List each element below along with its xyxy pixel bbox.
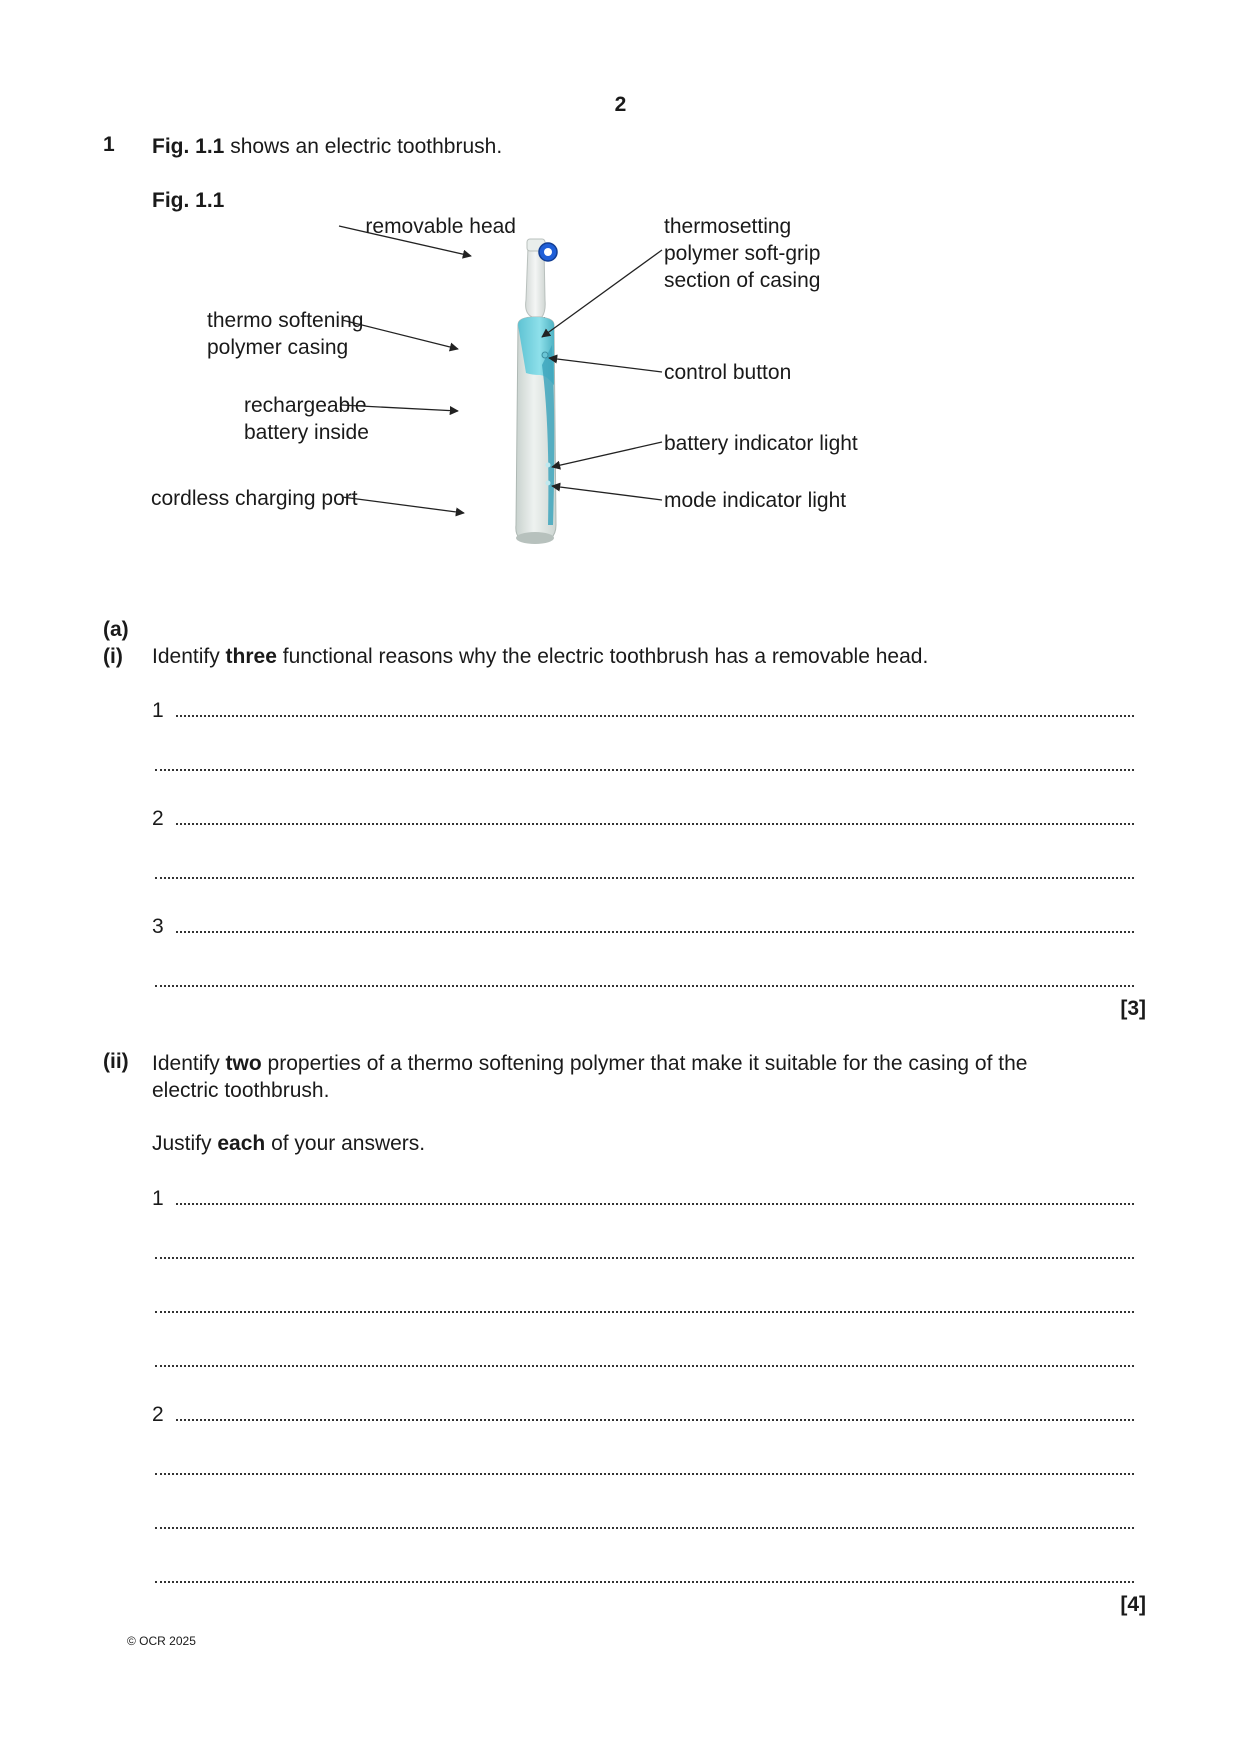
part-a-i-text-post: functional reasons why the electric toothbrush has a removable head. bbox=[276, 645, 929, 668]
part-a-i-label: (i) bbox=[103, 645, 123, 668]
part-a-ii-question-line-2: electric toothbrush. bbox=[152, 1079, 330, 1102]
justify-bold: each bbox=[217, 1132, 266, 1155]
answer-line[interactable] bbox=[155, 1311, 1134, 1313]
leader-charging-port bbox=[342, 497, 464, 513]
marks-a-ii: [4] bbox=[1120, 1593, 1146, 1616]
label-thermosetting-2: polymer soft-grip bbox=[664, 242, 821, 265]
figure-reference: Fig. 1.1 bbox=[152, 135, 225, 158]
part-a-ii-text-post-1: properties of a thermo softening polymer that make it suitable for the casing of the bbox=[261, 1052, 1028, 1075]
label-mode-indicator: mode indicator light bbox=[664, 489, 847, 512]
label-charging-port: cordless charging port bbox=[151, 487, 358, 510]
answer-number: 2 bbox=[152, 1403, 164, 1426]
answer-line[interactable] bbox=[155, 1257, 1134, 1259]
part-a-i-text-pre: Identify bbox=[152, 645, 226, 668]
label-removable-head: removable head bbox=[365, 215, 516, 238]
answer-line[interactable] bbox=[176, 931, 1134, 933]
label-thermo-softening-2: polymer casing bbox=[207, 336, 349, 359]
label-battery-1: rechargeable bbox=[244, 394, 367, 417]
answer-line[interactable] bbox=[155, 877, 1134, 879]
question-stem-text: shows an electric toothbrush. bbox=[224, 135, 503, 158]
answer-line[interactable] bbox=[155, 985, 1134, 987]
answer-line[interactable] bbox=[155, 769, 1134, 771]
casing-shape bbox=[516, 317, 556, 544]
justify-post: of your answers. bbox=[265, 1132, 426, 1155]
label-thermosetting-1: thermosetting bbox=[664, 215, 792, 238]
label-thermo-softening-1: thermo softening bbox=[207, 309, 364, 332]
justify-pre: Justify bbox=[152, 1132, 218, 1155]
label-battery-2: battery inside bbox=[244, 421, 369, 444]
answer-line[interactable] bbox=[176, 823, 1134, 825]
leader-mode-indicator bbox=[552, 486, 662, 500]
answer-number: 1 bbox=[152, 1187, 164, 1210]
answer-line[interactable] bbox=[155, 1365, 1134, 1367]
leader-battery-indicator bbox=[552, 442, 662, 467]
answer-number: 3 bbox=[152, 915, 164, 938]
answer-number: 2 bbox=[152, 807, 164, 830]
part-a-ii-justify bbox=[152, 1130, 425, 1157]
answer-line[interactable] bbox=[176, 1203, 1134, 1205]
part-a-i-question bbox=[152, 643, 928, 670]
label-control-button: control button bbox=[664, 361, 792, 384]
label-battery-indicator: battery indicator light bbox=[664, 432, 858, 455]
answer-line[interactable] bbox=[176, 715, 1134, 717]
page-number: 2 bbox=[614, 93, 627, 116]
answer-line[interactable] bbox=[155, 1473, 1134, 1475]
answer-number: 1 bbox=[152, 699, 164, 722]
part-a-ii-text-pre: Identify bbox=[152, 1052, 226, 1075]
answer-line[interactable] bbox=[155, 1581, 1134, 1583]
part-a-i-text-bold: three bbox=[225, 645, 277, 668]
toothbrush-figure bbox=[140, 215, 920, 600]
question-stem bbox=[152, 133, 502, 160]
question-number: 1 bbox=[103, 133, 115, 156]
copyright-footer: © OCR 2025 bbox=[127, 1634, 196, 1648]
label-thermosetting-3: section of casing bbox=[664, 269, 821, 292]
part-a-ii-label: (ii) bbox=[103, 1050, 129, 1073]
part-a-ii-question-line-1 bbox=[152, 1050, 1027, 1077]
leader-thermosetting bbox=[542, 250, 662, 337]
removable-head-shape bbox=[526, 239, 557, 323]
answer-line[interactable] bbox=[155, 1527, 1134, 1529]
leader-control-button bbox=[549, 358, 662, 372]
marks-a-i: [3] bbox=[1120, 997, 1146, 1020]
answer-line[interactable] bbox=[176, 1419, 1134, 1421]
part-a-ii-text-bold: two bbox=[225, 1052, 262, 1075]
figure-caption: Fig. 1.1 bbox=[152, 189, 225, 212]
part-a-label: (a) bbox=[103, 618, 129, 641]
